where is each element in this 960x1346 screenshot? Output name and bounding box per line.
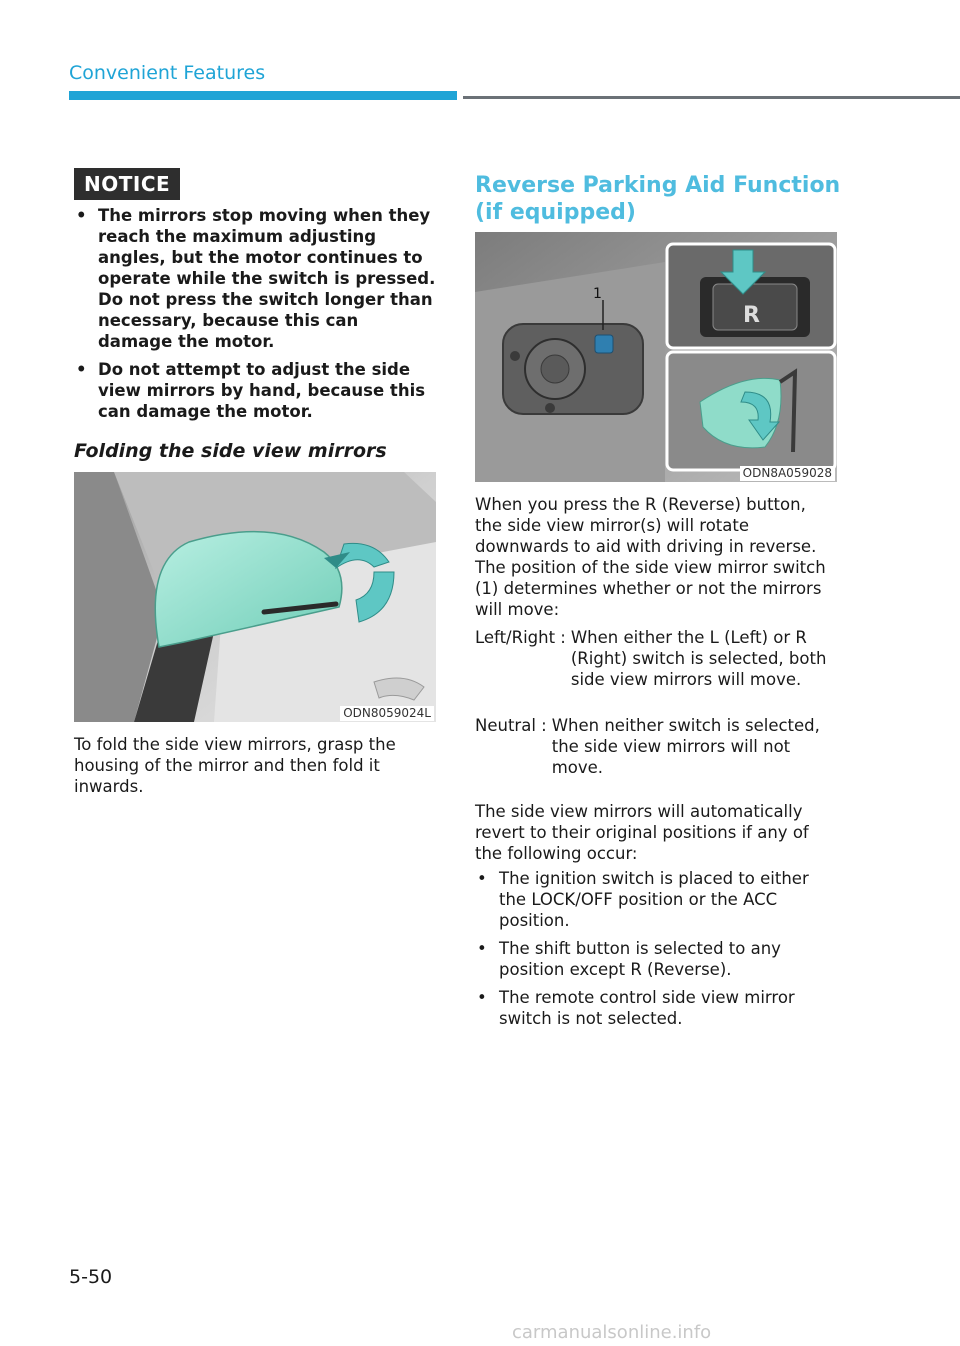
reverse-intro: When you press the R (Reverse) button, the side view mirror(s) will rotate downwards to aid with driving in reverse. The position of the side view mirror switch (1) determines whether or not the mirrors will move: [475, 495, 826, 619]
folding-mirror-drawing [74, 472, 436, 722]
r-button-label: R [743, 303, 760, 328]
neutral-term: Neutral : [475, 716, 547, 735]
page-number: 5-50 [69, 1266, 113, 1288]
condition-item: • The ignition switch is placed to either the LOCK/OFF position or the ACC position. [475, 868, 837, 931]
folding-mirror-illustration [74, 472, 436, 722]
condition-item: • The shift button is selected to any position except R (Reverse). [475, 938, 837, 980]
figure-code: ODN8059024L [340, 706, 434, 721]
leftright-definition [475, 627, 837, 690]
notice-badge: NOTICE [74, 168, 180, 200]
notice-item: • The mirrors stop moving when they reach the maximum adjusting angles, but the motor continues to operate while the switch is pressed. Do not press the switch longer than necessary, because this can damage the motor. [74, 205, 436, 352]
watermark: carmanualsonline.info [512, 1322, 712, 1343]
leftright-desc: When either the L (Left) or R (Right) switch is selected, both side view mirrors will move. [570, 628, 827, 689]
neutral-definition [475, 715, 837, 778]
reverse-heading-line2: (if equipped) [475, 200, 636, 225]
reverse-aid-illustration [475, 232, 837, 482]
reverse-aid-drawing [475, 232, 837, 482]
section-title: Convenient Features [69, 62, 266, 84]
neutral-desc: When neither switch is selected, the side view mirrors will not move. [551, 716, 820, 777]
header-divider-bar [463, 96, 960, 99]
leftright-term: Left/Right : [475, 628, 566, 647]
figure-code: ODN8A059028 [740, 466, 835, 481]
notice-item: • Do not attempt to adjust the side view mirrors by hand, because this can damage the motor. [74, 359, 436, 422]
reverse-heading [475, 172, 840, 226]
revert-conditions-list [475, 868, 837, 1036]
condition-item: • The remote control side view mirror switch is not selected. [475, 987, 837, 1029]
callout-number: 1 [593, 286, 602, 302]
revert-text: The side view mirrors will automatically revert to their original positions if any of the following occur: [475, 802, 809, 863]
header-accent-bar [69, 91, 457, 100]
reverse-heading-line1: Reverse Parking Aid Function [475, 173, 841, 198]
notice-list [74, 205, 436, 429]
folding-heading: Folding the side view mirrors [74, 440, 387, 462]
folding-text: To fold the side view mirrors, grasp the housing of the mirror and then fold it inwards. [74, 735, 396, 796]
